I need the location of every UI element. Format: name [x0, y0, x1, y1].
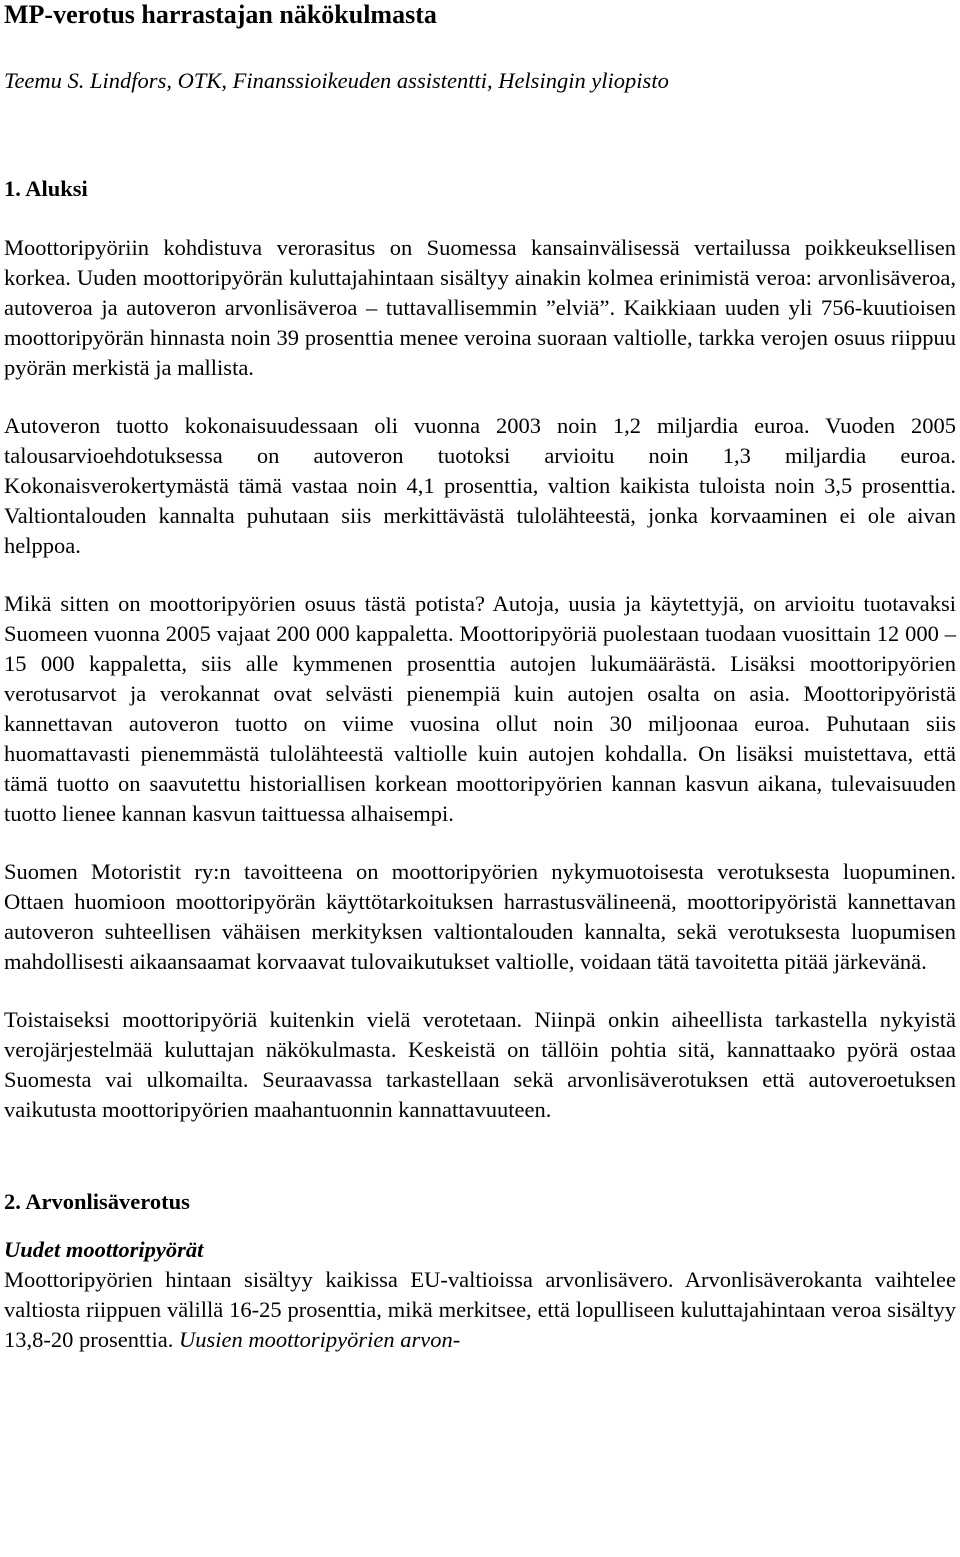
- paragraph-6-italic-tail: Uusien moottoripyörien arvon-: [178, 1327, 461, 1352]
- subheading-uudet-moottoripyorat: Uudet moottoripyörät: [4, 1237, 204, 1262]
- author-line: Teemu S. Lindfors, OTK, Finanssioikeuden assistentti, Helsingin yliopisto: [4, 68, 669, 93]
- paragraph-3: Mikä sitten on moottoripyörien osuus tästä potista? Autoja, uusia ja käytettyjä, on arvioitu tuotavaksi Suomeen vuonna 2005 vajaat 200 000 kappaletta. Moottoripyöriä puolestaan tuodaan vuosittain 12 000 – 15 000 kappaletta, siis alle kymmenen prosenttia autojen lukumäärästä. Lisäksi moottoripyörien verotusarvot ja verokannat ovat selvästi pienempiä kuin autojen osalta on asia. Moottoripyöristä kannettavan autoveron tuotto on viime vuosina ollut noin 30 miljoonaa euroa. Puhutaan siis huomattavasti pienemmästä tulolähteestä valtiolle kuin autojen kohdalla. On lisäksi muistettava, että tämä tuotto on saavutettu historiallisen korkean moottoripyörien kannan kasvun aikana, tulevaisuuden tuotto lienee kannan kasvun taittuessa alhaisempi.: [4, 591, 956, 826]
- paragraph-1: Moottoripyöriin kohdistuva verorasitus on Suomessa kansainvälisessä vertailussa poikkeuksellisen korkea. Uuden moottoripyörän kuluttajahintaan sisältyy ainakin kolmea erinimistä veroa: arvonlisäveroa, autoveroa ja autoveron arvonlisäveroa – tuttavallisemmin ”elviä”. Kaikkiaan uuden yli 756-kuutioisen moottoripyörän hinnasta noin 39 prosenttia menee veroina suoraan valtiolle, tarkka verojen osuus riippuu pyörän merkistä ja mallista.: [4, 235, 956, 380]
- paragraph-2: Autoveron tuotto kokonaisuudessaan oli vuonna 2003 noin 1,2 miljardia euroa. Vuoden 2005 talousarvioehdotuksessa on autoveron tuotoksi arvioitu noin 1,3 miljardia euroa. Kokonaisverokertymästä tämä vastaa noin 4,1 prosenttia, valtion kaikista tuloista noin 3,5 prosenttia. Valtiontalouden kannalta puhutaan siis merkittävästä tulolähteestä, jonka korvaaminen ei ole aivan helppoa.: [4, 413, 956, 558]
- document-title: MP-verotus harrastajan näkökulmasta: [4, 0, 437, 29]
- paragraph-6: [4, 1265, 956, 1355]
- section-heading-arvonlisaverotus: 2. Arvonlisäverotus: [4, 1189, 190, 1214]
- paragraph-6-text: Moottoripyörien hintaan sisältyy kaikissa EU-valtioissa arvonlisävero. Arvonlisäverokanta vaihtelee valtiosta riippuen välillä 16-25 prosenttia, mikä merkitsee, että lopulliseen kuluttajahintaan veroa sisältyy 13,8-20 prosenttia.: [4, 1267, 956, 1352]
- paragraph-4: Suomen Motoristit ry:n tavoitteena on moottoripyörien nykymuotoisesta verotuksesta luopuminen. Ottaen huomioon moottoripyörän käyttötarkoituksen harrastusvälineenä, moottoripyöristä kannettavan autoveron suhteellisen vähäisen merkityksen valtiontalouden kannalta, sekä verotuksesta luopumisen mahdollisesti aikaansaamat korvaavat tulovaikutukset valtiolle, voidaan tätä tavoitetta pitää järkevänä.: [4, 859, 956, 974]
- section-heading-aluksi: 1. Aluksi: [4, 176, 88, 201]
- paragraph-5: Toistaiseksi moottoripyöriä kuitenkin vielä verotetaan. Niinpä onkin aiheellista tarkastella nykyistä verojärjestelmää kuluttajan näkökulmasta. Keskeistä on tällöin pohtia sitä, kannattaako pyörä ostaa Suomesta vai ulkomailta. Seuraavassa tarkastellaan sekä arvonlisäverotuksen että autoveroetuksen vaikutusta moottoripyörien maahantuonnin kannattavuuteen.: [4, 1007, 956, 1122]
